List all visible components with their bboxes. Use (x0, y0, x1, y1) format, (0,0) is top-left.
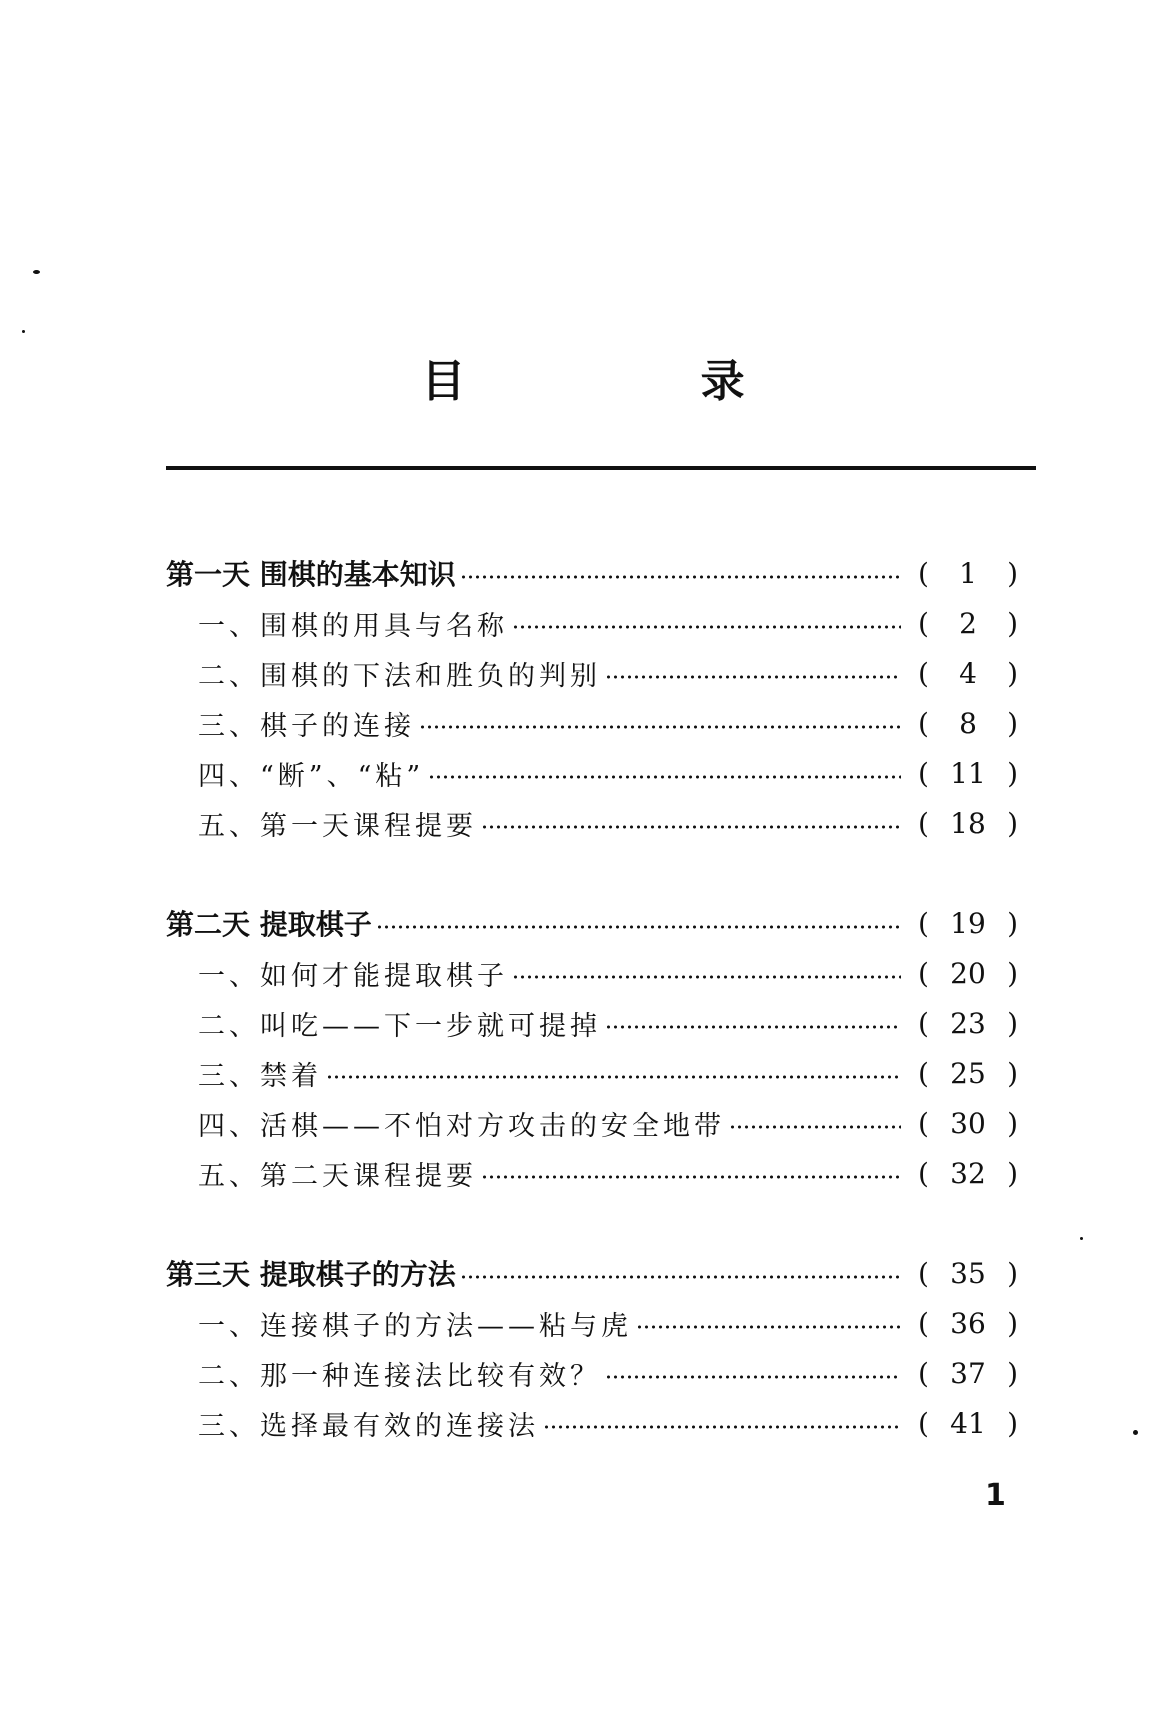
toc-leader-dots (376, 925, 901, 929)
close-paren: ) (1007, 1106, 1018, 1140)
scan-speck (1133, 1430, 1138, 1435)
open-paren: ( (918, 1406, 929, 1440)
open-paren: ( (918, 656, 929, 690)
toc-section-row (0, 648, 1166, 698)
close-paren: ) (1007, 806, 1018, 840)
footer-page-mark: 1 (985, 1478, 1006, 1513)
close-paren: ) (1007, 906, 1018, 940)
toc-chapter-row (0, 1248, 1166, 1298)
toc-section-label: 二、那一种连接法比较有效？ (198, 1360, 601, 1392)
toc-page-number: 35 (950, 1256, 986, 1290)
close-paren: ) (1007, 1406, 1018, 1440)
toc-page-ref (918, 957, 1018, 990)
toc-page-ref (918, 907, 1018, 940)
toc-section-label: 一、连接棋子的方法——粘与虎 (198, 1310, 632, 1342)
toc-section-row (0, 1098, 1166, 1148)
toc-leader-dots (729, 1125, 901, 1129)
toc-page-number: 25 (950, 1056, 986, 1090)
toc-leader-dots (481, 825, 901, 829)
close-paren: ) (1007, 1006, 1018, 1040)
toc-section-row (0, 698, 1166, 748)
toc-page-number: 4 (959, 656, 977, 690)
toc-page-number: 8 (959, 706, 977, 740)
toc-leader-dots (460, 575, 901, 579)
open-paren: ( (918, 1156, 929, 1190)
toc-section-row (0, 598, 1166, 648)
toc-section-label: 五、第二天课程提要 (198, 1160, 477, 1192)
title-rule (166, 466, 1036, 470)
toc-section-row (0, 1048, 1166, 1098)
toc-section-row (0, 948, 1166, 998)
toc-leader-dots (481, 1175, 901, 1179)
toc-page-ref (918, 707, 1018, 740)
toc-page-ref (918, 1157, 1018, 1190)
toc-section-label: 四、活棋——不怕对方攻击的安全地带 (198, 1110, 725, 1142)
toc-page-number: 19 (950, 906, 986, 940)
open-paren: ( (918, 956, 929, 990)
toc-section-row (0, 998, 1166, 1048)
open-paren: ( (918, 1256, 929, 1290)
toc-leader-dots (419, 725, 901, 729)
open-paren: ( (918, 1356, 929, 1390)
open-paren: ( (918, 1306, 929, 1340)
close-paren: ) (1007, 606, 1018, 640)
toc-page-ref (918, 1307, 1018, 1340)
toc-chapter-row (0, 548, 1166, 598)
toc-section-row (0, 1298, 1166, 1348)
toc-page-ref (918, 607, 1018, 640)
toc-page-number: 11 (950, 756, 986, 790)
close-paren: ) (1007, 706, 1018, 740)
close-paren: ) (1007, 656, 1018, 690)
page-title: 目 录 (421, 356, 855, 407)
open-paren: ( (918, 906, 929, 940)
toc-leader-dots (543, 1425, 901, 1429)
toc-section-label: 一、围棋的用具与名称 (198, 610, 508, 642)
toc-page-ref (918, 1107, 1018, 1140)
toc-section-label: 三、棋子的连接 (198, 710, 415, 742)
toc-section-row (0, 1148, 1166, 1198)
toc-page-number: 23 (950, 1006, 986, 1040)
open-paren: ( (918, 1056, 929, 1090)
open-paren: ( (918, 756, 929, 790)
open-paren: ( (918, 1106, 929, 1140)
toc-page-number: 32 (950, 1156, 986, 1190)
toc-page-ref (918, 557, 1018, 590)
toc-leader-dots (428, 775, 901, 779)
toc-section-label: 二、叫吃——下一步就可提掉 (198, 1010, 601, 1042)
toc-section-label: 三、禁着 (198, 1060, 322, 1092)
toc-section-label: 五、第一天课程提要 (198, 810, 477, 842)
scan-speck (22, 330, 25, 333)
toc-page-ref (918, 757, 1018, 790)
toc-leader-dots (605, 1375, 901, 1379)
open-paren: ( (918, 806, 929, 840)
toc-section-row (0, 1348, 1166, 1398)
toc-leader-dots (605, 675, 901, 679)
toc-section-row (0, 1398, 1166, 1448)
toc-page-number: 2 (959, 606, 977, 640)
close-paren: ) (1007, 1356, 1018, 1390)
scan-speck (33, 270, 40, 274)
toc-section-label: 二、围棋的下法和胜负的判别 (198, 660, 601, 692)
toc-page-ref (918, 1007, 1018, 1040)
toc-page-number: 41 (950, 1406, 986, 1440)
toc-section-label: 四、“断”、“粘” (198, 760, 425, 792)
toc-leader-dots (636, 1325, 901, 1329)
toc-chapter-label: 第二天 提取棋子 (166, 908, 372, 941)
toc-page-ref (918, 657, 1018, 690)
toc-leader-dots (512, 975, 901, 979)
toc-page-number: 18 (950, 806, 986, 840)
toc-page-number: 37 (950, 1356, 986, 1390)
close-paren: ) (1007, 956, 1018, 990)
toc-page-ref (918, 1057, 1018, 1090)
toc-page-number: 36 (950, 1306, 986, 1340)
toc-page-ref (918, 1357, 1018, 1390)
close-paren: ) (1007, 1156, 1018, 1190)
toc-leader-dots (326, 1075, 901, 1079)
open-paren: ( (918, 1006, 929, 1040)
toc-section-row (0, 798, 1166, 848)
toc-leader-dots (460, 1275, 901, 1279)
close-paren: ) (1007, 756, 1018, 790)
toc-section-label: 三、选择最有效的连接法 (198, 1410, 539, 1442)
toc-section-row (0, 748, 1166, 798)
close-paren: ) (1007, 556, 1018, 590)
scan-speck (1080, 1237, 1083, 1240)
close-paren: ) (1007, 1256, 1018, 1290)
toc-leader-dots (512, 625, 901, 629)
toc-leader-dots (605, 1025, 901, 1029)
toc-page-number: 20 (950, 956, 986, 990)
toc-section-label: 一、如何才能提取棋子 (198, 960, 508, 992)
toc-chapter-row (0, 898, 1166, 948)
toc-page-ref (918, 1257, 1018, 1290)
toc-page-number: 30 (950, 1106, 986, 1140)
toc-page-ref (918, 807, 1018, 840)
toc-chapter-label: 第三天 提取棋子的方法 (166, 1258, 456, 1291)
open-paren: ( (918, 556, 929, 590)
open-paren: ( (918, 606, 929, 640)
close-paren: ) (1007, 1306, 1018, 1340)
toc-chapter-label: 第一天 围棋的基本知识 (166, 558, 456, 591)
open-paren: ( (918, 706, 929, 740)
toc-page-ref (918, 1407, 1018, 1440)
toc-page-number: 1 (959, 556, 977, 590)
close-paren: ) (1007, 1056, 1018, 1090)
